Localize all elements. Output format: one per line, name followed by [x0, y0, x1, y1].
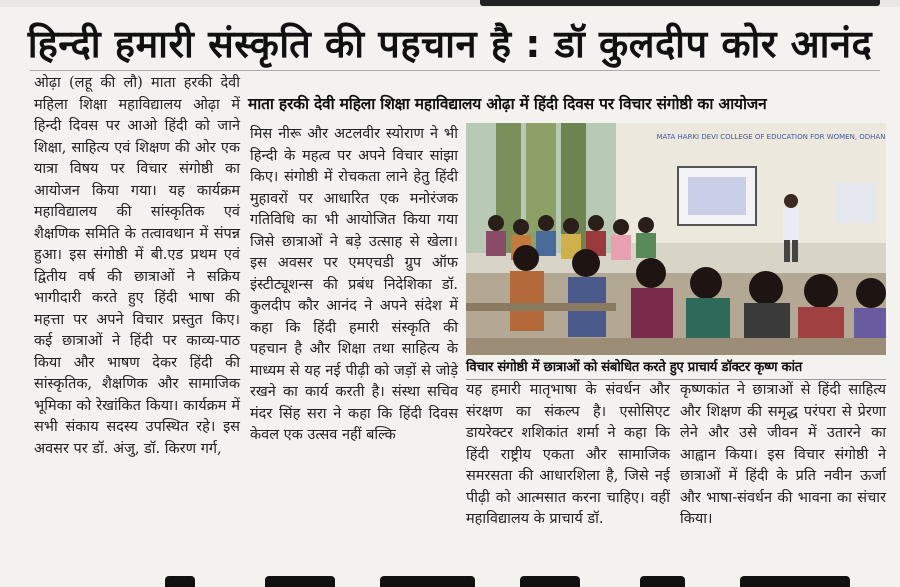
photo-banner-text: MATA HARKI DEVI COLLEGE OF EDUCATION FOR WOMEN, ODHAN	[656, 133, 886, 141]
column-4-text: कृष्णकांत ने छात्राओं से हिंदी साहित्य और शिक्षण की समृद्ध परंपरा से प्रेरणा लेने और उसे जीवन में उतारने का आह्वान किया। इस विचार संगोष्ठी ने छात्राओं में हिंदी के प्रति नवीन ऊर्जा और भाषा-संवर्धन की भावना का संचार किया।	[680, 382, 886, 527]
headline: हिन्दी हमारी संस्कृति की पहचान है : डॉ कुलदीप कोर आनंद	[27, 22, 873, 66]
previous-article-fragment	[480, 0, 880, 6]
column-1-text: ओढ़ा (लहू की लौ) माता हरकी देवी महिला शिक्षा महाविद्यालय ओढ़ा में हिन्दी दिवस पर आओ हिंदी को जाने शिक्षा, साहित्य एवं शिक्षण की ओर एक यात्रा विषय पर विचार संगोष्ठी का आयोजन किया गया। यह कार्यक्रम महाविद्यालय की सांस्कृतिक एवं शैक्षणिक समिति के तत्वावधान में संपन्न हुआ। इस संगोष्ठी में बी.एड प्रथम एवं द्वितीय वर्ष की छात्राओं ने सक्रिय भागीदारी करते हुए हिंदी भाषा की महत्ता पर अपने विचार प्रस्तुत किए। कई छात्राओं ने हिंदी पर काव्य-पाठ किया और भाषण देकर हिंदी की सांस्कृतिक, शैक्षणिक और सामाजिक भूमिका को रेखांकित किया। कार्यक्रम में सभी संकाय सदस्य उपस्थित रहे। इस अवसर पर डॉ. अंजु, डॉ. किरण गर्ग,	[34, 75, 240, 457]
column-3-text: यह हमारी मातृभाषा के संवर्धन और संरक्षण का संकल्प है। एसोसिएट डायरेक्टर शशिकांत शर्मा ने कहा कि हिंदी राष्ट्रीय एकता और सामाजिक समरसता की आधारशिला है, जिसे नई पीढ़ी को आत्मसात करना चाहिए। वहीं महाविद्यालय के प्राचार्य डॉ.	[466, 382, 670, 527]
headline-rule	[30, 70, 880, 71]
article-column-4	[680, 380, 886, 531]
top-edge-strip	[0, 0, 900, 7]
classroom-photo-illustration	[466, 123, 886, 355]
column-2-text: मिस नीरू और अटलवीर स्योराण ने भी हिन्दी के महत्व पर अपने विचार सांझा किए। संगोष्ठी में रोचकता लाने हेतु हिंदी मुहावरों पर आधारित एक मनोरंजक गतिविधि का भी आयोजित किया गया जिसे छात्राओं ने बड़े उत्साह से खेला। इस अवसर पर एमएचडी ग्रुप ऑफ इंस्टीट्यूशन्स की प्रबंध निदेशिका डॉ. कुलदीप कौर आनंद ने अपने संदेश में कहा कि हिंदी हमारी संस्कृति की पहचान है और शिक्षा तथा साहित्य के माध्यम से यह नई पीढ़ी को जड़ों से जोड़े रखने का कार्य करती है। संस्था सचिव मंदर सिंह सरा ने कहा कि हिंदी दिवस केवल एक उत्सव नहीं बल्कि	[250, 126, 458, 443]
next-headline-fragment	[0, 570, 900, 587]
subheadline: माता हरकी देवी महिला शिक्षा महाविद्यालय ओढ़ा में हिंदी दिवस पर विचार संगोष्ठी का आयोजन	[248, 95, 767, 113]
article-column-1	[34, 73, 240, 460]
photo-caption: विचार संगोष्ठी में छात्राओं को संबोधित करते हुए प्राचार्य डॉक्टर कृष्ण कांत	[466, 357, 886, 380]
event-photo	[466, 123, 886, 355]
article-column-3	[466, 380, 670, 531]
article-column-2	[250, 124, 458, 447]
